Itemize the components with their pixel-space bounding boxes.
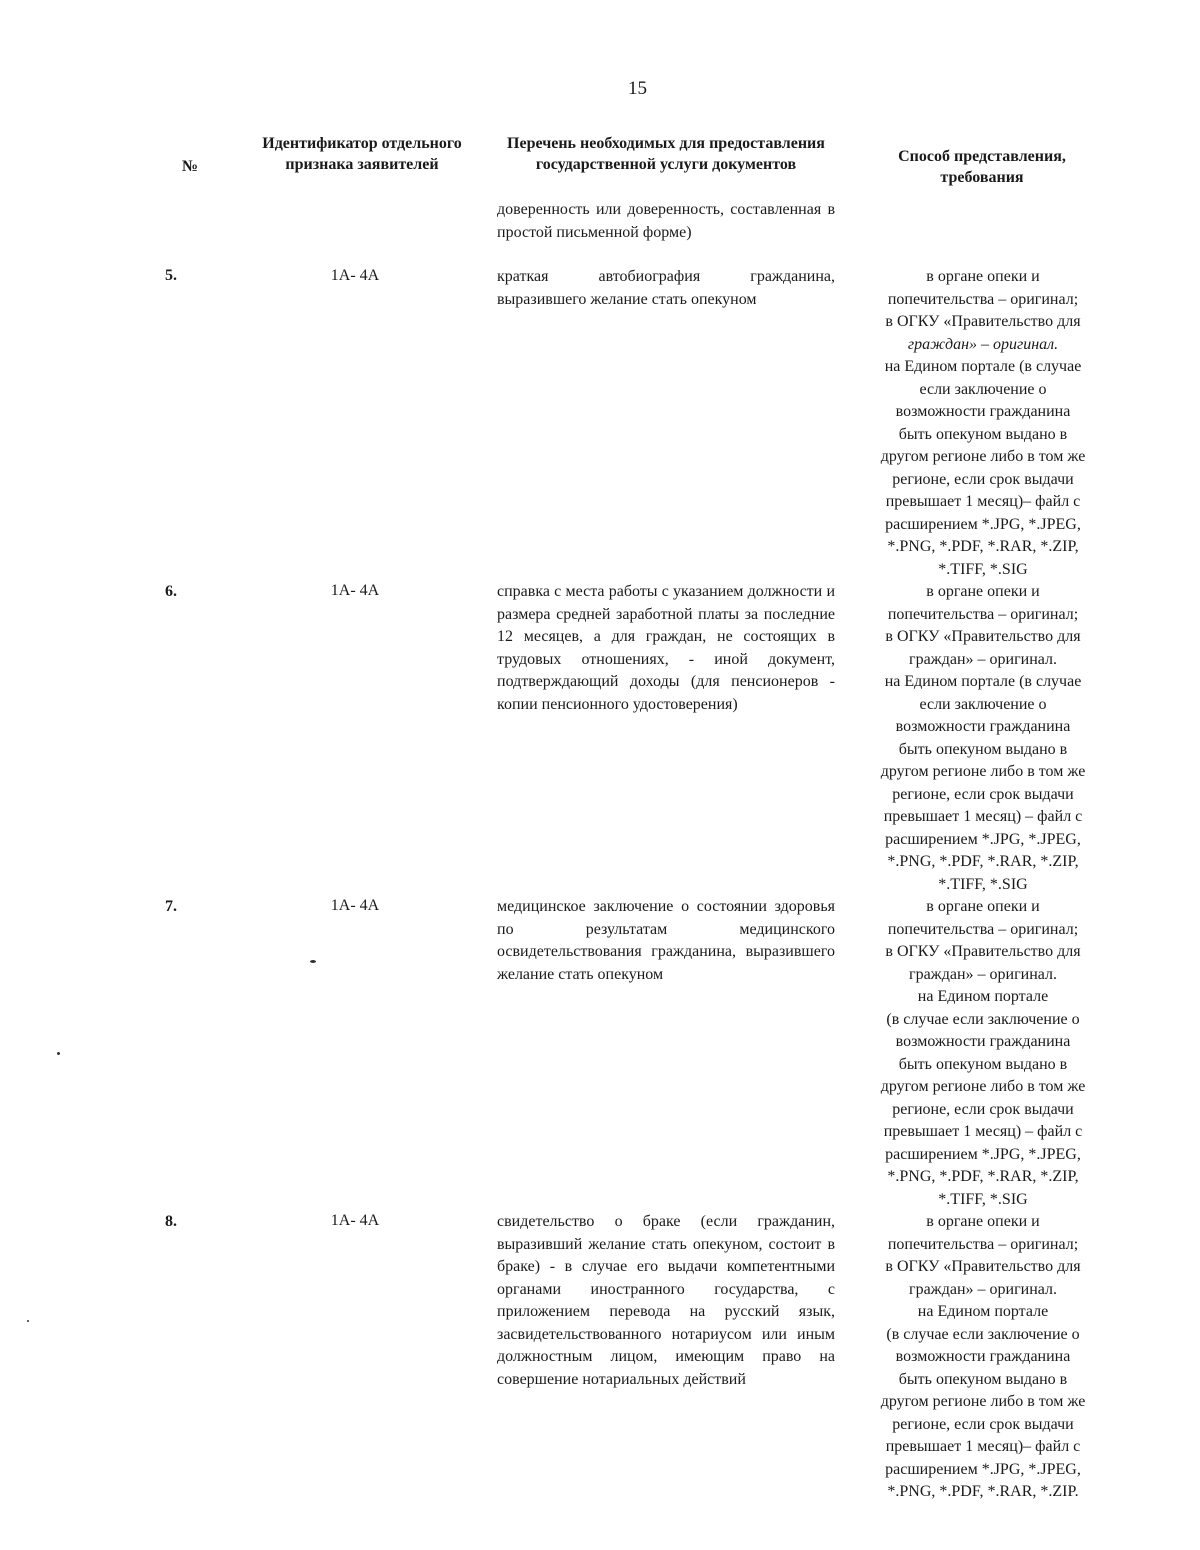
method-line: если заключение о — [919, 695, 1047, 713]
method-line: на Едином портале — [917, 1303, 1049, 1320]
method-line: другом регионе либо в том же — [880, 1393, 1086, 1410]
continuation-text: доверенность или доверенность, составленная в простой письменной форме) — [497, 201, 835, 241]
method-line: если заключение о — [919, 380, 1047, 398]
method-line: граждан» – оригинал. — [907, 335, 1059, 353]
method-line: в органе опеки и — [926, 583, 1040, 600]
row-method — [852, 581, 1114, 896]
method-line: в ОГКУ «Правительство для — [885, 943, 1081, 960]
method-line: *.TIFF, *.SIG — [938, 560, 1028, 578]
header-documents: Перечень необходимых для предоставления государственной услуги документов — [507, 135, 825, 173]
method-line: в ОГКУ «Правительство для — [885, 313, 1081, 330]
row-method — [852, 1211, 1114, 1504]
method-line: расширением *.JPG, *.JPEG, — [885, 515, 1081, 533]
header-method: Способ представления, требования — [898, 148, 1066, 186]
row-number: 5. — [165, 267, 177, 284]
scan-speck — [57, 1052, 60, 1055]
method-line: быть опекуном выдано в — [898, 1370, 1068, 1388]
method-line: возможности гражданина — [895, 718, 1071, 735]
method-line: в органе опеки и — [926, 898, 1040, 915]
method-line: расширением *.JPG, *.JPEG, — [885, 1460, 1081, 1478]
row-method — [852, 896, 1114, 1211]
method-line: на Едином портале — [917, 988, 1049, 1005]
method-line: в органе опеки и — [926, 268, 1040, 285]
method-line: превышает 1 месяц) – файл с — [883, 808, 1083, 825]
method-line: регионе, если срок выдачи — [892, 785, 1074, 803]
method-line: в ОГКУ «Правительство для — [885, 1258, 1081, 1275]
method-line: другом регионе либо в том же — [880, 448, 1086, 465]
row-number: 7. — [165, 898, 177, 915]
method-line: (в случае если заключение о — [886, 1010, 1080, 1028]
method-line: на Едином портале (в случае — [884, 673, 1082, 690]
method-line: превышает 1 месяц)– файл с — [885, 493, 1081, 510]
method-line: регионе, если срок выдачи — [892, 1100, 1074, 1118]
header-num: № — [181, 158, 199, 175]
method-line: быть опекуном выдано в — [898, 425, 1068, 443]
row-identifier: 1А- 4А — [330, 1212, 380, 1229]
page-number: 15 — [628, 78, 647, 99]
method-line: другом регионе либо в том же — [880, 763, 1086, 780]
method-line: превышает 1 месяц) – файл с — [883, 1123, 1083, 1140]
method-line: попечительства – оригинал; — [887, 920, 1079, 938]
method-line: быть опекуном выдано в — [898, 1055, 1068, 1073]
method-line: другом регионе либо в том же — [880, 1078, 1086, 1095]
method-line: попечительства – оригинал; — [887, 290, 1079, 308]
method-line: быть опекуном выдано в — [898, 740, 1068, 758]
row-document: справка с места работы с указанием должности и размера средней заработной платы за последние 12 месяцев, а для граждан, не состоящих в трудовых отношениях, - иной документ, подтверждающий доходы (для пенсионеров - копии пенсионного удостоверения) — [497, 583, 835, 713]
method-line: в органе опеки и — [926, 1213, 1040, 1230]
scan-speck — [310, 960, 316, 963]
row-identifier: 1А- 4А — [330, 897, 380, 914]
method-line: попечительства – оригинал; — [887, 605, 1079, 623]
row-document: свидетельство о браке (если гражданин, выразивший желание стать опекуном, состоит в браке) - в случае его выдачи компетентными органами иностранного государства, с приложением перевода на русский язык, засвидетельствованного нотариусом или иным должностным лицом, имеющим право на совершение нотариальных действий — [497, 1213, 835, 1388]
method-line: *.PNG, *.PDF, *.RAR, *.ZIP. — [887, 1483, 1079, 1500]
method-line: регионе, если срок выдачи — [892, 470, 1074, 488]
method-line: *.PNG, *.PDF, *.RAR, *.ZIP, — [887, 853, 1079, 870]
method-line: граждан» – оригинал. — [909, 1280, 1057, 1298]
method-line: (в случае если заключение о — [886, 1325, 1080, 1343]
method-line: регионе, если срок выдачи — [892, 1415, 1074, 1433]
method-line: возможности гражданина — [895, 1348, 1071, 1365]
method-line: возможности гражданина — [895, 1033, 1071, 1050]
method-line: расширением *.JPG, *.JPEG, — [885, 1145, 1081, 1163]
scan-speck — [27, 1320, 29, 1322]
row-number: 8. — [165, 1213, 177, 1230]
method-line: на Едином портале (в случае — [884, 358, 1082, 375]
method-line: расширением *.JPG, *.JPEG, — [885, 830, 1081, 848]
method-line: в ОГКУ «Правительство для — [885, 628, 1081, 645]
method-line: превышает 1 месяц)– файл с — [885, 1438, 1081, 1455]
header-identifier: Идентификатор отдельного признака заявителей — [262, 135, 462, 173]
row-number: 6. — [165, 583, 177, 600]
row-document: краткая автобиография гражданина, выразившего желание стать опекуном — [497, 268, 835, 308]
row-identifier: 1А- 4А — [330, 582, 380, 599]
method-line: возможности гражданина — [895, 403, 1071, 420]
method-line: *.PNG, *.PDF, *.RAR, *.ZIP, — [887, 538, 1079, 555]
method-line: *.PNG, *.PDF, *.RAR, *.ZIP, — [887, 1168, 1079, 1185]
method-line: *.TIFF, *.SIG — [938, 875, 1028, 893]
method-line: граждан» – оригинал. — [909, 965, 1057, 983]
row-method — [852, 266, 1114, 581]
row-identifier: 1А- 4А — [330, 267, 380, 284]
method-line: *.TIFF, *.SIG — [938, 1190, 1028, 1208]
method-line: попечительства – оригинал; — [887, 1235, 1079, 1253]
row-document: медицинское заключение о состоянии здоровья по результатам медицинского освидетельствования гражданина, выразившего желание стать опекуном — [497, 898, 835, 983]
method-line: граждан» – оригинал. — [909, 650, 1057, 668]
